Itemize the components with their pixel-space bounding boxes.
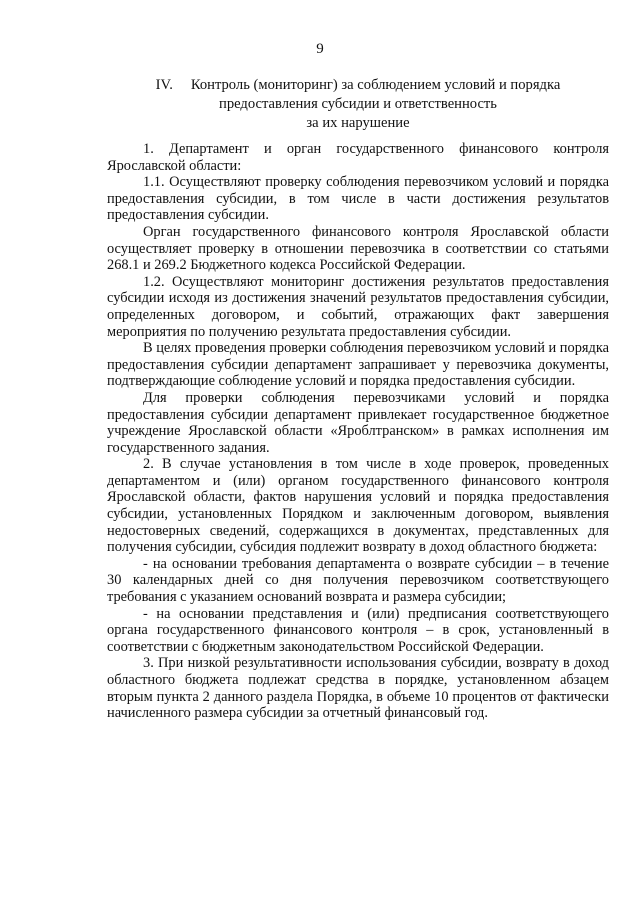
section-heading-line-1: [138, 76, 578, 95]
section-title-line-1: Контроль (мониторинг) за соблюдением условий и порядка: [190, 77, 561, 93]
section-number: IV.: [155, 77, 173, 93]
paragraph-2-bullet-1: - на основании требования департамента о возврате субсидии – в течение 30 календарных дней со дня получения перевозчиком соответствующего требования с указанием оснований возврата и размера субсидии;: [107, 555, 609, 606]
paragraph-2: 2. В случае установления в том числе в ходе проверок, проведенных департаментом и (или) органом государственного финансового контроля Ярославской области, фактов нарушения условий и порядка предоставления субсидии, установленных Порядком и заключенным договором, выявления недостоверных сведений, содержащихся в документах, представленных для получения субсидии, субсидия подлежит возврату в доход областного бюджета:: [107, 456, 609, 556]
section-title-line-2: предоставления субсидии и ответственность: [219, 96, 497, 112]
paragraph-1-2: 1.2. Осуществляют мониторинг достижения результатов предоставления субсидии исходя из достижения значений результатов предоставления субсидии, определенных договором, и событий, отражающих факт завершения мероприятия по получению результата предоставления субсидии.: [107, 273, 609, 340]
paragraph-yarobltranscom: Для проверки соблюдения перевозчиками условий и порядка предоставления субсидии департамент привлекает государственное бюджетное учреждение Ярославской области «Яроблтранском» в рамках исполнения им государственного задания.: [107, 389, 609, 456]
paragraph-1: 1. Департамент и орган государственного финансового контроля Ярославской области:: [107, 141, 609, 174]
paragraph-1-1: 1.1. Осуществляют проверку соблюдения перевозчиком условий и порядка предоставления субсидии, в том числе в части достижения результатов предоставления субсидии.: [107, 174, 609, 224]
paragraph-control-body: Орган государственного финансового контроля Ярославской области осуществляет проверку в отношении перевозчика в соответствии со статьями 268.1 и 269.2 Бюджетного кодекса Российской Федерации.: [107, 223, 609, 274]
section-heading: [138, 76, 578, 133]
paragraph-3: 3. При низкой результативности использования субсидии, возврату в доход областного бюджета подлежат средства в порядке, установленном абзацем вторым пункта 2 данного раздела Порядка, в объеме 10 процентов от фактически начисленного размера субсидии за отчетный финансовый год.: [107, 655, 609, 722]
section-title-line-3: за их нарушение: [306, 115, 410, 131]
document-body: [107, 141, 609, 722]
paragraph-2-bullet-2: - на основании представления и (или) предписания соответствующего органа государственного финансового контроля – в срок, установленный в соответствии с бюджетным законодательством Российской Федерации.: [107, 605, 609, 655]
page-number: 9: [316, 41, 324, 57]
paragraph-verification-request: В целях проведения проверки соблюдения перевозчиком условий и порядка предоставления субсидии департамент запрашивает у перевозчика документы, подтверждающие соблюдение условий и порядка предоставления субсидии.: [107, 340, 609, 390]
